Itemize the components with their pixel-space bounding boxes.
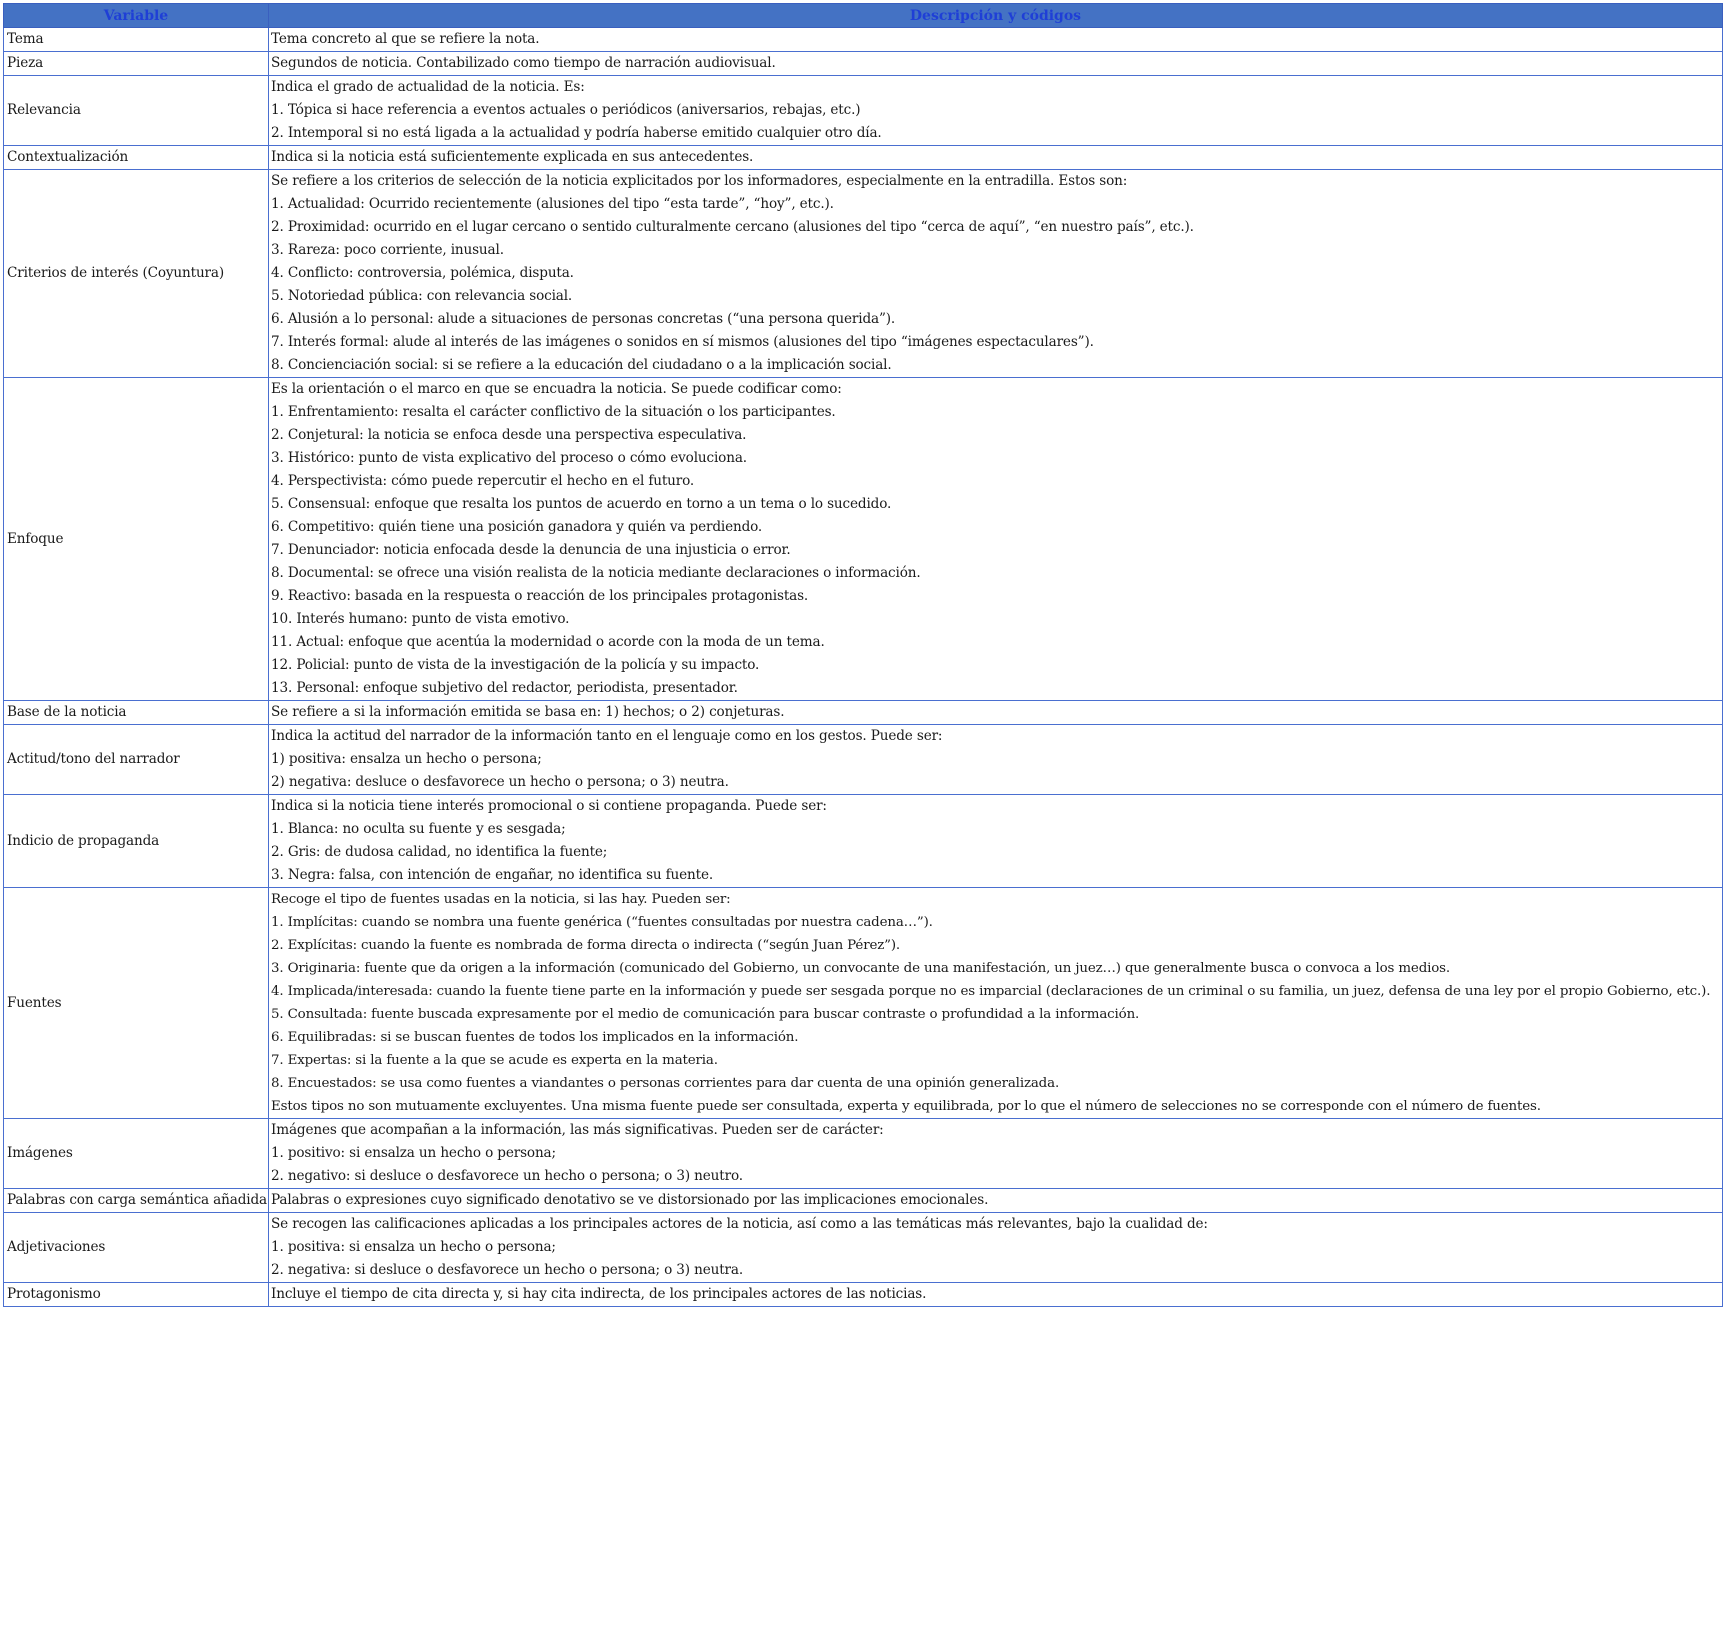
description-line: Estos tipos no son mutuamente excluyentes. Una misma fuente puede ser consultada, experta y equilibrada, por lo que el número de selecciones no se corresponde con el número de fuentes.	[271, 1099, 1541, 1114]
description-line: 6. Equilibradas: si se buscan fuentes de todos los implicados en la información.	[271, 1030, 799, 1045]
description-line: 1. Actualidad: Ocurrido recientemente (alusiones del tipo “esta tarde”, “hoy”, etc.).	[271, 196, 834, 212]
description-line: 4. Conflicto: controversia, polémica, disputa.	[271, 265, 574, 281]
variable-cell: Indicio de propaganda	[4, 795, 269, 888]
description-cell	[269, 1213, 1723, 1283]
description-cell	[269, 378, 1723, 701]
description-line: 2. negativo: si desluce o desfavorece un hecho o persona; o 3) neutro.	[271, 1168, 743, 1184]
variable-cell: Relevancia	[4, 76, 269, 146]
variable-cell: Fuentes	[4, 888, 269, 1119]
description-line: Indica si la noticia está suficientemente explicada en sus antecedentes.	[271, 149, 754, 165]
variable-cell: Palabras con carga semántica añadida	[4, 1189, 269, 1213]
description-line: 3. Originaria: fuente que da origen a la información (comunicado del Gobierno, un convocante de una manifestación, un juez…) que generalmente busca o convoca a los medios.	[271, 961, 1450, 976]
description-line: 8. Documental: se ofrece una visión realista de la noticia mediante declaraciones o información.	[271, 565, 921, 581]
description-line: Indica el grado de actualidad de la noticia. Es:	[271, 79, 585, 95]
description-line: 5. Consultada: fuente buscada expresamente por el medio de comunicación para buscar contraste o profundidad a la información.	[271, 1007, 1140, 1022]
description-line: 2. Intemporal si no está ligada a la actualidad y podría haberse emitido cualquier otro día.	[271, 125, 882, 141]
description-cell	[269, 52, 1723, 76]
description-line: 2. negativa: si desluce o desfavorece un hecho o persona; o 3) neutra.	[271, 1262, 743, 1278]
description-line: Tema concreto al que se refiere la nota.	[271, 31, 540, 47]
description-line: Se refiere a los criterios de selección de la noticia explicitados por los informadores, especialmente en la entradilla. Estos son:	[271, 173, 1128, 189]
description-line: 7. Expertas: si la fuente a la que se acude es experta en la materia.	[271, 1053, 718, 1068]
description-cell	[269, 170, 1723, 378]
description-line: Indica la actitud del narrador de la información tanto en el lenguaje como en los gestos. Puede ser:	[271, 728, 943, 744]
description-line: 8. Encuestados: se usa como fuentes a viandantes o personas corrientes para dar cuenta de una opinión generalizada.	[271, 1076, 1060, 1091]
header-row	[4, 4, 1723, 28]
description-line: 6. Alusión a lo personal: alude a situaciones de personas concretas (“una persona querida”).	[271, 311, 896, 327]
variable-cell: Imágenes	[4, 1119, 269, 1189]
description-line: 4. Implicada/interesada: cuando la fuente tiene parte en la información y puede ser sesgada porque no es imparcial (declaraciones de un criminal o su familia, un juez, defensa de una ley por el propio Gobierno, etc.).	[271, 984, 1711, 999]
table-row	[4, 170, 1723, 378]
variable-cell: Adjetivaciones	[4, 1213, 269, 1283]
table-row	[4, 725, 1723, 795]
description-line: 8. Concienciación social: si se refiere a la educación del ciudadano o a la implicación social.	[271, 357, 892, 373]
description-line: 7. Denunciador: noticia enfocada desde la denuncia de una injusticia o error.	[271, 542, 791, 558]
description-line: 4. Perspectivista: cómo puede repercutir el hecho en el futuro.	[271, 473, 695, 489]
description-cell	[269, 1119, 1723, 1189]
description-line: 2) negativa: desluce o desfavorece un hecho o persona; o 3) neutra.	[271, 774, 729, 790]
table-row	[4, 76, 1723, 146]
description-line: Incluye el tiempo de cita directa y, si hay cita indirecta, de los principales actores de las noticias.	[271, 1286, 927, 1302]
description-cell	[269, 28, 1723, 52]
description-line: 1) positiva: ensalza un hecho o persona;	[271, 751, 542, 767]
description-line: 1. positiva: si ensalza un hecho o persona;	[271, 1239, 556, 1255]
table-row	[4, 146, 1723, 170]
description-line: 13. Personal: enfoque subjetivo del redactor, periodista, presentador.	[271, 680, 738, 696]
table-row	[4, 378, 1723, 701]
description-line: 3. Rareza: poco corriente, inusual.	[271, 242, 504, 258]
description-line: Es la orientación o el marco en que se encuadra la noticia. Se puede codificar como:	[271, 381, 842, 397]
description-cell	[269, 701, 1723, 725]
description-cell	[269, 146, 1723, 170]
description-cell	[269, 1283, 1723, 1307]
description-line: 10. Interés humano: punto de vista emotivo.	[271, 611, 570, 627]
description-line: 2. Proximidad: ocurrido en el lugar cercano o sentido culturalmente cercano (alusiones del tipo “cerca de aquí”, “en nuestro país”, etc.).	[271, 219, 1194, 235]
description-line: Se refiere a si la información emitida se basa en: 1) hechos; o 2) conjeturas.	[271, 704, 785, 720]
description-line: 2. Gris: de dudosa calidad, no identifica la fuente;	[271, 844, 608, 860]
description-line: 1. Enfrentamiento: resalta el carácter conflictivo de la situación o los participantes.	[271, 404, 836, 420]
description-line: Imágenes que acompañan a la información, las más significativas. Pueden ser de carácter:	[271, 1122, 884, 1138]
description-line: 1. positivo: si ensalza un hecho o persona;	[271, 1145, 556, 1161]
variable-cell: Tema	[4, 28, 269, 52]
description-line: 7. Interés formal: alude al interés de las imágenes o sonidos en sí mismos (alusiones del tipo “imágenes espectaculares”).	[271, 334, 1094, 350]
description-line: 11. Actual: enfoque que acentúa la modernidad o acorde con la moda de un tema.	[271, 634, 825, 650]
description-cell	[269, 725, 1723, 795]
description-line: Se recogen las calificaciones aplicadas a los principales actores de la noticia, así como a las temáticas más relevantes, bajo la cualidad de:	[271, 1216, 1208, 1232]
description-line: Segundos de noticia. Contabilizado como tiempo de narración audiovisual.	[271, 55, 776, 71]
codebook-table	[3, 3, 1723, 1307]
description-line: Palabras o expresiones cuyo significado denotativo se ve distorsionado por las implicaciones emocionales.	[271, 1192, 989, 1208]
table-row	[4, 888, 1723, 1119]
variable-cell: Protagonismo	[4, 1283, 269, 1307]
description-cell	[269, 76, 1723, 146]
variable-cell: Criterios de interés (Coyuntura)	[4, 170, 269, 378]
variable-cell: Contextualización	[4, 146, 269, 170]
description-line: 1. Tópica si hace referencia a eventos actuales o periódicos (aniversarios, rebajas, etc.)	[271, 102, 861, 118]
description-line: 2. Explícitas: cuando la fuente es nombrada de forma directa o indirecta (“según Juan Pérez”).	[271, 938, 900, 953]
variable-cell: Pieza	[4, 52, 269, 76]
description-line: 9. Reactivo: basada en la respuesta o reacción de los principales protagonistas.	[271, 588, 809, 604]
description-line: 5. Notoriedad pública: con relevancia social.	[271, 288, 573, 304]
table-row	[4, 52, 1723, 76]
description-line: 12. Policial: punto de vista de la investigación de la policía y su impacto.	[271, 657, 760, 673]
header-description: Descripción y códigos	[269, 4, 1723, 28]
variable-cell: Enfoque	[4, 378, 269, 701]
table-body	[4, 28, 1723, 1307]
description-line: 2. Conjetural: la noticia se enfoca desde una perspectiva especulativa.	[271, 427, 747, 443]
table-row	[4, 795, 1723, 888]
description-cell	[269, 1189, 1723, 1213]
description-line: 5. Consensual: enfoque que resalta los puntos de acuerdo en torno a un tema o lo sucedido.	[271, 496, 892, 512]
variable-cell: Base de la noticia	[4, 701, 269, 725]
description-line: 1. Blanca: no oculta su fuente y es sesgada;	[271, 821, 566, 837]
table-header	[4, 4, 1723, 28]
description-line: Indica si la noticia tiene interés promocional o si contiene propaganda. Puede ser:	[271, 798, 827, 814]
table-row	[4, 701, 1723, 725]
variable-cell: Actitud/tono del narrador	[4, 725, 269, 795]
description-line: 6. Competitivo: quién tiene una posición ganadora y quién va perdiendo.	[271, 519, 763, 535]
header-variable: Variable	[4, 4, 269, 28]
description-line: 3. Histórico: punto de vista explicativo del proceso o cómo evoluciona.	[271, 450, 747, 466]
description-cell	[269, 888, 1723, 1119]
description-line: 3. Negra: falsa, con intención de engañar, no identifica su fuente.	[271, 867, 714, 883]
description-line: Recoge el tipo de fuentes usadas en la noticia, si las hay. Pueden ser:	[271, 892, 731, 907]
table-row	[4, 1213, 1723, 1283]
table-row	[4, 1283, 1723, 1307]
table-row	[4, 28, 1723, 52]
table-row	[4, 1189, 1723, 1213]
table-row	[4, 1119, 1723, 1189]
description-line: 1. Implícitas: cuando se nombra una fuente genérica (“fuentes consultadas por nuestra cadena…”).	[271, 915, 933, 930]
description-cell	[269, 795, 1723, 888]
